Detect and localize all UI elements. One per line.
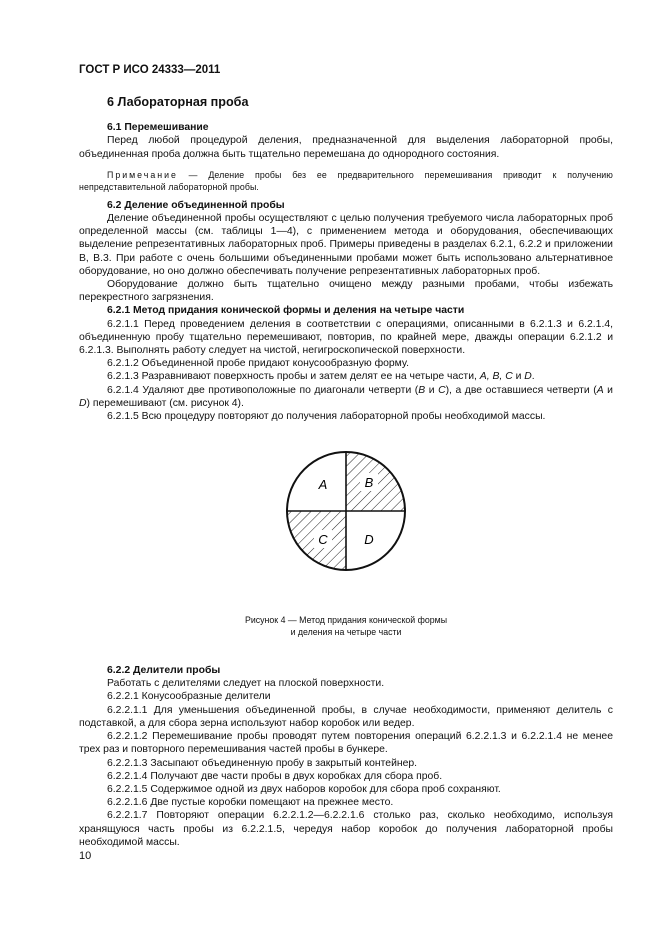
clause-6-2-2-1-3: 6.2.2.1.3 Засыпают объединенную пробу в закрытый контейнер. [107,757,418,769]
section-6-2-1-title: 6.2.1 Метод придания конической формы и деления на четыре части [107,305,465,317]
section-6-2-2-title: 6.2.2 Делители пробы [107,665,221,677]
figure-caption-line-2: и деления на четыре части [290,626,402,637]
clause-6-2-2-1-7: 6.2.2.1.7 Повторяют операции 6.2.2.1.2—6.2.2.1.6 столько раз, сколько необходимо, используя хранящуюся часть пробы из 6.2.2.1.5, чередуя набор коробок до получения лабораторной пробы необходимой массы. [79,810,613,848]
note [79,169,613,193]
quadrant-b-label: B [364,475,374,491]
quadrant-a-label: A [318,477,328,493]
page-content [79,96,613,849]
figure-4 [79,435,613,613]
quadrant-c-label: C [318,532,328,548]
quartering-diagram [284,449,408,573]
clause-6-2-1-1: 6.2.1.1 Перед проведением деления в соответствии с операциями, описанными в 6.2.1.3 и 6.2.1.4, объединенную пробу тщательно перемешивают, повторив, по крайней мере, дважды операции 6.2.1.2 и 6.2.1.3. Выполнять работу следует на чистой, негигроскопической поверхности. [79,318,613,357]
figure-caption [79,615,613,638]
page-number: 10 [79,850,92,862]
section-6-2-title: 6.2 Деление объединенной пробы [107,199,285,211]
quadrant-d-label: D [364,532,374,548]
section-6-1-title: 6.1 Перемешивание [107,122,209,134]
document-header: ГОСТ Р ИСО 24333—2011 [79,64,221,76]
clause-6-2-1-2: 6.2.1.2 Объединенной пробе придают конусообразную форму. [107,358,409,370]
section-6-2-2-intro: Работать с делителями следует на плоской поверхности. [107,678,385,690]
section-6-2-paragraph-2: Оборудование должно быть тщательно очищено между разными пробами, чтобы избежать перекрестного загрязнения. [79,279,613,304]
note-lead: Примечание [107,169,178,180]
clause-6-2-2-1-1: 6.2.2.1.1 Для уменьшения объединенной пробы, в случае необходимости, применяют делитель с подставкой, а для сбора зерна используют набор коробок или ведер. [79,704,613,729]
clause-6-2-1-4: 6.2.1.4 Удаляют две противоположные по диагонали четверти (B и C), а две оставшиеся четверти (A и D) перемешивают (см. рисунок 4). [79,384,613,409]
figure-caption-line-1: Рисунок 4 — Метод придания конической формы [244,615,448,626]
clause-6-2-1-3: 6.2.1.3 Разравнивают поверхность пробы и затем делят ее на четыре части, A, B, C и D. [107,371,535,383]
clause-6-2-2-1-4: 6.2.2.1.4 Получают две части пробы в двух коробках для сбора проб. [107,770,443,782]
section-6-2-paragraph-1: Деление объединенной пробы осуществляют с целью получения требуемого числа лабораторных проб определенной массы (см. таблицы 1—4), с применением метода и оборудования, обеспечивающих выделение репрезентативных лабораторных проб. Примеры приведены в разделах 6.2.1, 6.2.2 и приложении В, В.3. При работе с очень большими объединенными пробами может быть использовано альтернативное оборудование, но оно должно обеспечивать получение репрезентативных лабораторных проб. [79,213,613,277]
clause-6-2-2-1-2: 6.2.2.1.2 Перемешивание пробы проводят путем повторения операций 6.2.2.1.3 и 6.2.2.1.4 не менее трех раз и повторного перемешивания частей пробы в бункере. [79,731,613,756]
section-6-title: 6 Лабораторная проба [107,95,249,109]
clause-6-2-2-1-6: 6.2.2.1.6 Две пустые коробки помещают на прежнее место. [107,797,394,809]
clause-6-2-2-1: 6.2.2.1 Конусообразные делители [107,691,271,703]
note-text: — Деление пробы без ее предварительного перемешивания приводит к получению непредставительной лабораторной пробы. [79,169,613,192]
clause-6-2-2-1-5: 6.2.2.1.5 Содержимое одной из двух наборов коробок для сбора проб сохраняют. [107,783,501,795]
section-6-1-text: Перед любой процедурой деления, предназначенной для выделения лабораторной пробы, объединенная проба должна быть тщательно перемешана до однородного состояния. [79,135,613,160]
clause-6-2-1-5: 6.2.1.5 Всю процедуру повторяют до получения лабораторной пробы необходимой массы. [107,411,546,423]
